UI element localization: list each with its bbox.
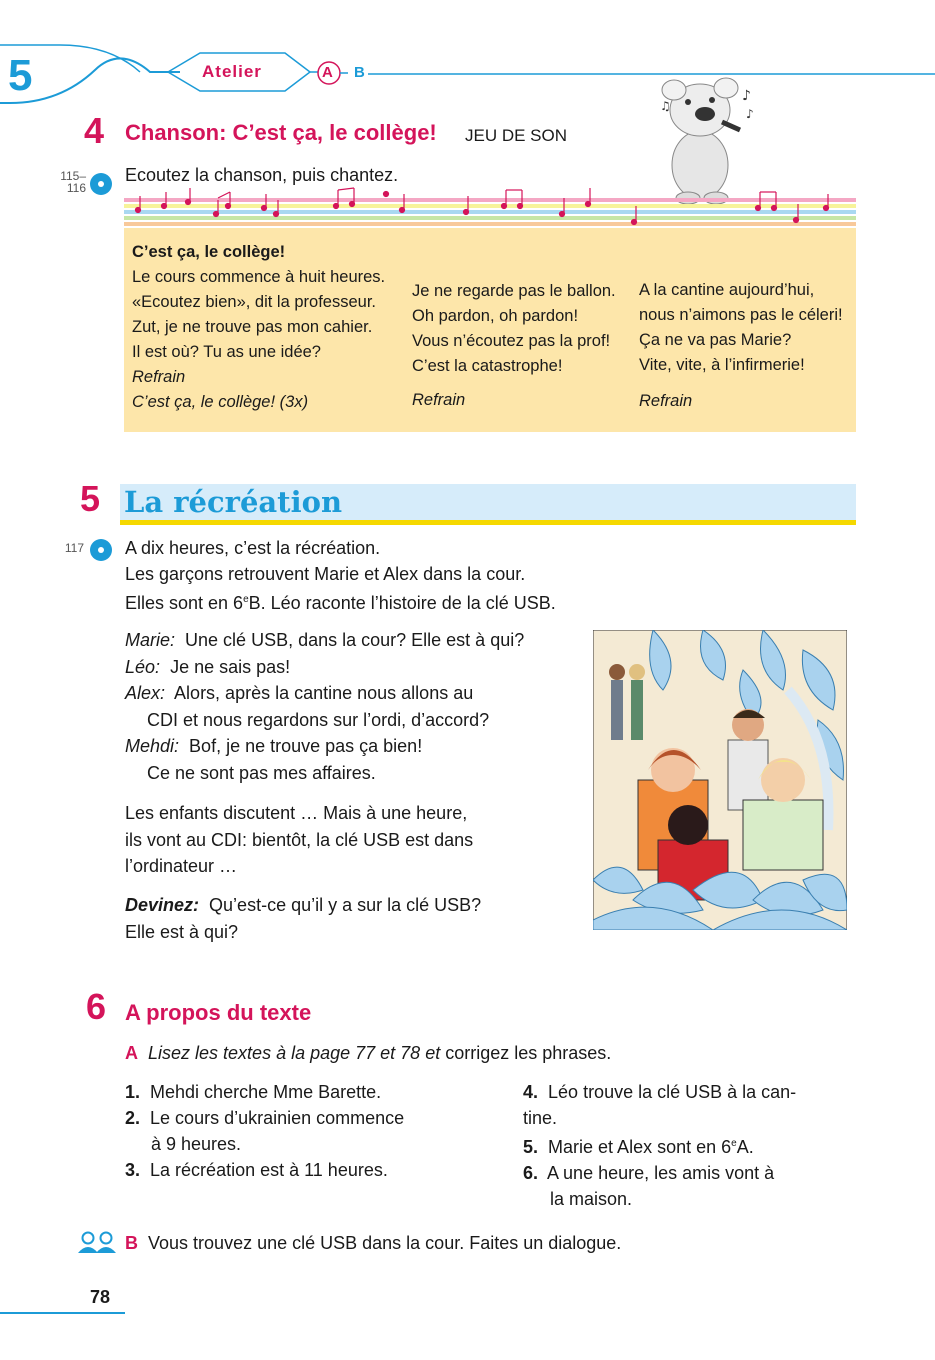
song-lyrics-box (124, 228, 856, 432)
song-line: Il est où? Tu as une idée? (132, 343, 321, 361)
speaker: Mehdi: (125, 736, 180, 756)
item-text: Le cours d’ukrainien commence (150, 1108, 405, 1128)
dialogue (125, 627, 585, 786)
part-a-badge[interactable]: A (322, 64, 333, 81)
song-refrain-line: C’est ça, le collège! (3x) (132, 393, 309, 411)
track-number: 117 (64, 541, 84, 555)
list-item (125, 1157, 485, 1183)
song-refrain: Refrain (639, 392, 693, 410)
list-item (523, 1131, 853, 1160)
song-line: Le cours commence à huit heures. (132, 268, 386, 286)
item-number: 3. (125, 1160, 141, 1180)
list-item (523, 1160, 853, 1186)
part-b-badge[interactable]: B (354, 64, 365, 81)
part-b-label: B (125, 1233, 138, 1253)
song-line: Je ne regarde pas le ballon. (412, 282, 616, 300)
svg-text:♫: ♫ (660, 99, 671, 113)
exercise-6b-instruction (125, 1230, 621, 1256)
dialogue-continuation: CDI et nous regardons sur l’ordi, d’accord? (147, 709, 490, 730)
intro-line: Les garçons retrouvent Marie et Alex dans la cour. (125, 564, 526, 584)
item-text: A. (736, 1137, 754, 1157)
speech: Bof, je ne trouve pas ça bien! (189, 736, 423, 756)
cd-icon[interactable] (90, 539, 112, 561)
dialogue-line (125, 733, 585, 760)
item-number: 2. (125, 1108, 141, 1128)
intro-line: A dix heures, c’est la récréation. (125, 538, 381, 558)
item-text: Mehdi cherche Mme Barette. (150, 1082, 382, 1102)
speaker: Alex: (125, 683, 166, 703)
narration-line: l’ordinateur … (125, 856, 238, 876)
narration (125, 800, 585, 880)
intro-text: B. Léo raconte l’histoire de la clé USB. (248, 593, 556, 613)
narration-line: Les enfants discutent … Mais à une heure, (125, 803, 468, 823)
item-continuation: la maison. (550, 1189, 633, 1209)
song-column-1 (132, 240, 412, 415)
devinez-question: Elle est à qui? (125, 921, 239, 942)
dialogue-continuation: Ce ne sont pas mes affaires. (147, 762, 376, 783)
statements-right (523, 1079, 853, 1212)
song-line: «Ecoutez bien», dit la professeur. (132, 293, 376, 311)
section-5-intro (125, 535, 556, 616)
track-line-2: 116 (66, 181, 86, 195)
exercise-4-tag: JEU DE SON (465, 126, 568, 145)
song-line: Vite, vite, à l’infirmerie! (639, 356, 805, 374)
song-line: nous n’aimons pas le céleri! (639, 306, 843, 324)
item-number: 5. (523, 1137, 539, 1157)
exercise-4-number: 4 (84, 110, 105, 151)
section-5-title: La récréation (124, 485, 343, 519)
exercise-4-instruction: Ecoutez la chanson, puis chantez. (125, 165, 399, 185)
exercise-4-title: Chanson: C’est ça, le collège! (125, 120, 437, 145)
item-text: La récréation est à 11 heures. (150, 1160, 388, 1180)
song-line: A la cantine aujourd’hui, (639, 281, 815, 299)
section-5-number: 5 (80, 478, 101, 519)
item-continuation: tine. (523, 1108, 558, 1128)
statements-left (125, 1079, 485, 1183)
devinez-label: Devinez: (125, 895, 200, 915)
item-continuation: à 9 heures. (151, 1134, 242, 1154)
chapter-header-band (0, 0, 935, 110)
svg-text:♪: ♪ (742, 88, 751, 104)
instruction-italic: Lisez les textes à la page 77 et 78 et (148, 1043, 441, 1063)
song-line: Vous n’écoutez pas la prof! (412, 332, 611, 350)
footer-rule (0, 1312, 125, 1314)
speech: Alors, après la cantine nous allons au (174, 683, 474, 703)
item-text: Marie et Alex sont en 6 (548, 1137, 732, 1157)
narration-line: ils vont au CDI: bientôt, la clé USB est dans (125, 829, 474, 850)
song-line: Oh pardon, oh pardon! (412, 307, 579, 325)
page-number: 78 (90, 1287, 111, 1307)
instruction-text: Vous trouvez une clé USB dans la cour. Faites un dialogue. (148, 1233, 622, 1253)
song-line: Zut, je ne trouve pas mon cahier. (132, 318, 373, 336)
chapter-number: 5 (8, 51, 33, 100)
cd-icon[interactable] (90, 173, 112, 195)
part-a-label: A (125, 1043, 138, 1063)
song-refrain: Refrain (132, 368, 186, 386)
track-number (52, 170, 86, 194)
song-refrain: Refrain (412, 391, 466, 409)
item-text: Léo trouve la clé USB à la can- (548, 1082, 797, 1102)
devinez-question: Qu’est-ce qu’il y a sur la clé USB? (209, 895, 482, 915)
list-item (125, 1105, 485, 1131)
superscript: e (243, 594, 249, 605)
music-staff-notes (124, 186, 856, 228)
item-text: A une heure, les amis vont à (547, 1163, 775, 1183)
list-item (125, 1079, 485, 1105)
list-item (523, 1079, 853, 1105)
dialogue-line (125, 654, 585, 681)
song-line: Ça ne va pas Marie? (639, 331, 792, 349)
exercise-6-title: A propos du texte (125, 1000, 312, 1025)
speech: Je ne sais pas! (170, 656, 291, 677)
item-number: 1. (125, 1082, 141, 1102)
intro-line (125, 587, 556, 616)
svg-text:♪: ♪ (746, 107, 754, 121)
song-column-2 (412, 279, 637, 413)
pair-work-icon (76, 1231, 118, 1255)
intro-text: Elles sont en 6 (125, 593, 244, 613)
speaker: Marie: (125, 630, 176, 650)
dialogue-line (125, 627, 585, 654)
exercise-6-number: 6 (86, 986, 107, 1027)
item-number: 4. (523, 1082, 539, 1102)
devinez (125, 892, 585, 945)
song-line: C’est la catastrophe! (412, 357, 563, 375)
instruction-text: corrigez les phrases. (445, 1043, 612, 1063)
speech: Une clé USB, dans la cour? Elle est à qui? (185, 630, 525, 650)
song-column-3 (639, 278, 854, 414)
section-5-title-bar (120, 484, 856, 525)
song-title: C’est ça, le collège! (132, 243, 286, 261)
item-number: 6. (523, 1163, 539, 1183)
exercise-6a-instruction (125, 1040, 611, 1066)
speaker: Léo: (125, 656, 161, 677)
superscript: e (731, 1138, 737, 1149)
schoolyard-illustration (593, 630, 847, 930)
dialogue-line (125, 680, 585, 707)
track-line-1: 115– (60, 169, 86, 183)
atelier-label: Atelier (202, 62, 262, 81)
